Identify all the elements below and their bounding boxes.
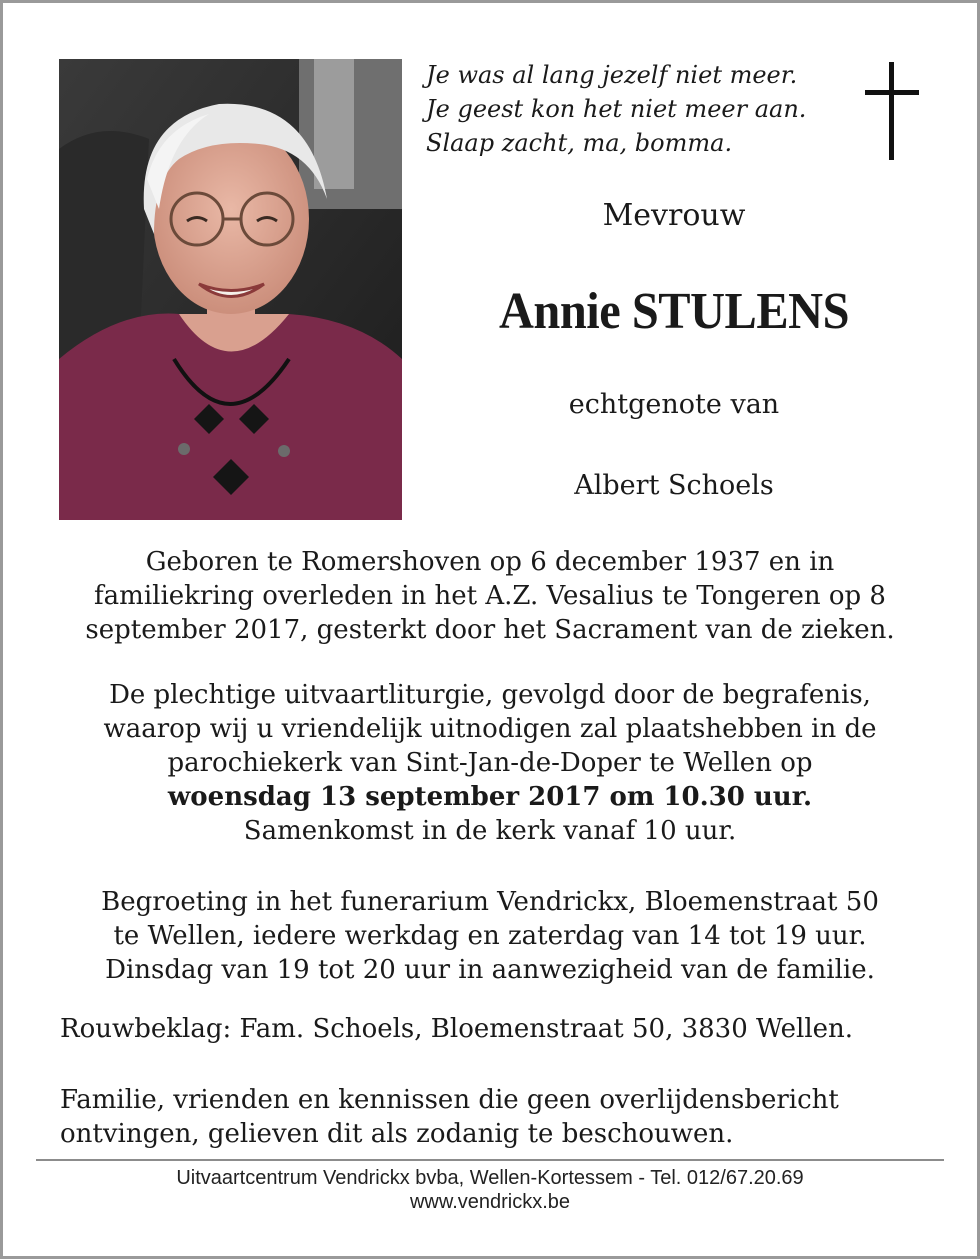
funeral-home-info: Uitvaartcentrum Vendrickx bvba, Wellen-Kortessem - Tel. 012/67.20.69 <box>176 1167 804 1189</box>
closing-paragraph <box>60 1083 940 1151</box>
gathering-time: Samenkomst in de kerk vanaf 10 uur. <box>243 816 737 846</box>
deceased-name: Annie STULENS <box>498 283 850 340</box>
spouse-name: Albert Schoels <box>574 470 774 501</box>
funeral-home-website[interactable]: www.vendrickx.be <box>409 1191 571 1213</box>
paragraph-line: De plechtige uitvaartliturgie, gevolgd door de begrafenis, <box>109 680 871 710</box>
service-paragraph <box>30 678 950 848</box>
paragraph-line: Begroeting in het funerarium Vendrickx, Bloemenstraat 50 <box>101 887 879 917</box>
paragraph-line: parochiekerk van Sint-Jan-de-Doper te Wellen op <box>167 748 813 778</box>
service-date: woensdag 13 september 2017 om 10.30 uur. <box>167 782 813 812</box>
footer-divider <box>36 1159 944 1161</box>
paragraph-line: ontvingen, gelieven dit als zodanig te beschouwen. <box>60 1119 734 1149</box>
poem-line: Je was al lang jezelf niet meer. <box>426 61 798 89</box>
memorial-poem <box>426 58 846 160</box>
paragraph-line: familiekring overleden in het A.Z. Vesalius te Tongeren op 8 <box>94 581 886 611</box>
paragraph-line: Geboren te Romershoven op 6 december 1937 en in <box>145 547 835 577</box>
paragraph-line: Dinsdag van 19 tot 20 uur in aanwezigheid van de familie. <box>105 955 875 985</box>
cross-icon <box>862 62 922 160</box>
paragraph-line: Familie, vrienden en kennissen die geen overlijdensbericht <box>60 1085 839 1115</box>
poem-line: Slaap zacht, ma, bomma. <box>426 129 733 157</box>
honorific: Mevrouw <box>602 198 746 233</box>
condolences-address: Rouwbeklag: Fam. Schoels, Bloemenstraat 50, 3830 Wellen. <box>60 1014 854 1044</box>
visitation-paragraph <box>30 885 950 987</box>
portrait-photo <box>59 59 402 520</box>
portrait-illustration <box>59 59 402 520</box>
poem-line: Je geest kon het niet meer aan. <box>426 95 807 123</box>
birth-death-paragraph <box>30 545 950 647</box>
paragraph-line: waarop wij u vriendelijk uitnodigen zal plaatshebben in de <box>103 714 877 744</box>
paragraph-line: september 2017, gesterkt door het Sacrament van de zieken. <box>85 615 895 645</box>
relation-label: echtgenote van <box>568 389 780 420</box>
paragraph-line: te Wellen, iedere werkdag en zaterdag van 14 tot 19 uur. <box>113 921 867 951</box>
